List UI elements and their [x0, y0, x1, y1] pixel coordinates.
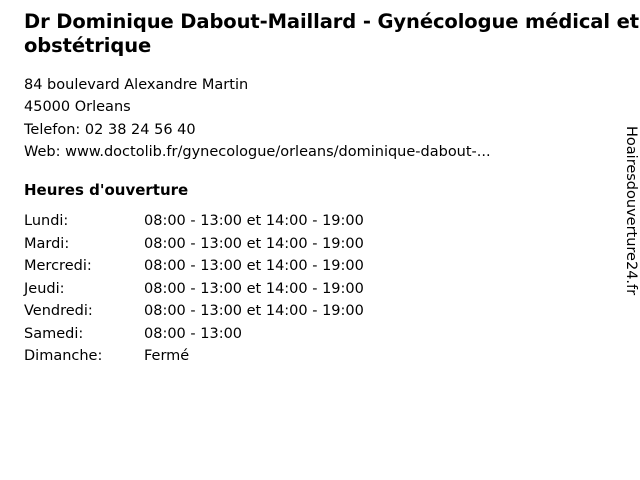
page-title: Dr Dominique Dabout-Maillard - Gynécologue médical et obstétrique [24, 10, 639, 57]
website-url: Web: www.doctolib.fr/gynecologue/orleans/dominique-dabout-... [24, 143, 491, 160]
watermark-text: Hoairesdouverture24.fr [623, 126, 639, 296]
street-address: 84 boulevard Alexandre Martin [24, 76, 249, 93]
day-hours: 08:00 - 13:00 et 14:00 - 19:00 [144, 303, 364, 320]
opening-hours-table [24, 213, 364, 371]
table-row [24, 213, 364, 236]
day-label: Mardi: [24, 235, 70, 252]
day-hours: 08:00 - 13:00 et 14:00 - 19:00 [144, 213, 364, 230]
table-row [24, 258, 364, 281]
day-hours: 08:00 - 13:00 et 14:00 - 19:00 [144, 280, 364, 297]
day-label: Samedi: [24, 325, 84, 342]
table-row [24, 348, 364, 371]
day-label: Dimanche: [24, 348, 103, 365]
table-row [24, 281, 364, 304]
day-label: Vendredi: [24, 303, 93, 320]
day-hours: Fermé [144, 348, 190, 365]
day-label: Jeudi: [24, 280, 65, 297]
hours-heading: Heures d'ouverture [24, 181, 189, 200]
table-row [24, 303, 364, 326]
phone-number: Telefon: 02 38 24 56 40 [24, 121, 196, 138]
contact-block [24, 74, 640, 164]
day-hours: 08:00 - 13:00 et 14:00 - 19:00 [144, 258, 364, 275]
day-hours: 08:00 - 13:00 [144, 325, 243, 342]
day-label: Lundi: [24, 213, 69, 230]
day-label: Mercredi: [24, 258, 92, 275]
day-hours: 08:00 - 13:00 et 14:00 - 19:00 [144, 235, 364, 252]
city-address: 45000 Orleans [24, 99, 131, 116]
table-row [24, 326, 364, 349]
table-row [24, 236, 364, 259]
